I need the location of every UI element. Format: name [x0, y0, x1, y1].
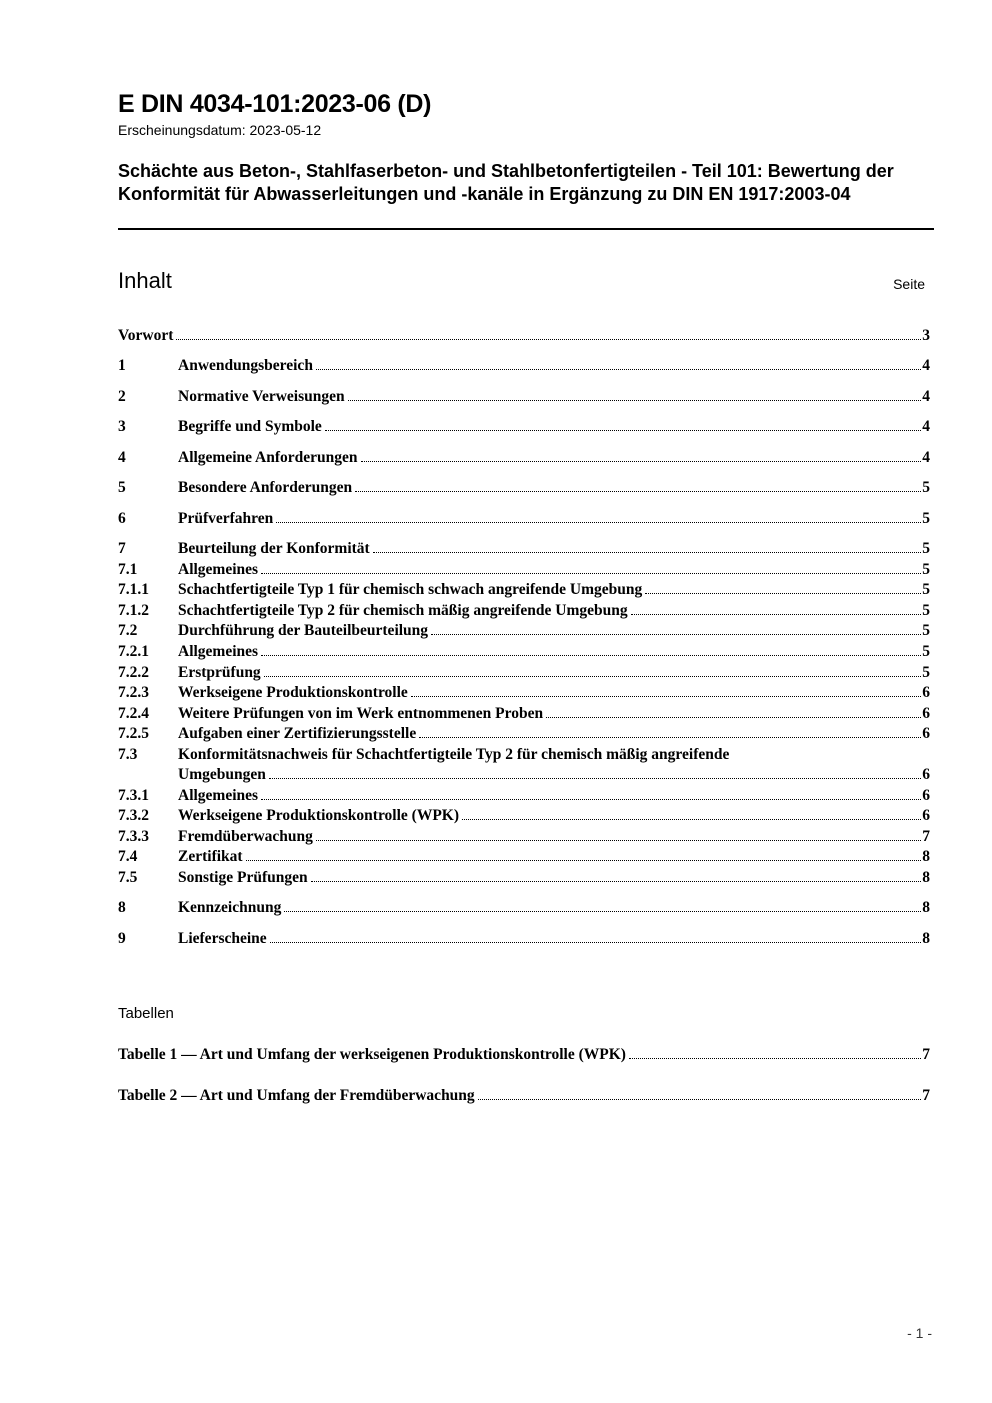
leader-dots	[270, 942, 922, 943]
toc-entry-title: Begriffe und Symbole	[178, 418, 322, 435]
page-column-label: Seite	[893, 276, 925, 292]
toc-entry-6[interactable]	[118, 509, 930, 529]
toc-entry-2[interactable]	[118, 387, 930, 407]
toc-entry-title: Aufgaben einer Zertifizierungsstelle	[178, 725, 417, 742]
toc-entry-title: Beurteilung der Konformität	[178, 540, 370, 557]
toc-entry-7-2-4[interactable]	[118, 704, 930, 724]
toc-entry-7-3[interactable]	[118, 745, 930, 785]
toc-entry-title: Allgemeines	[178, 787, 259, 804]
toc-entry-number: 7.1.2	[118, 602, 149, 619]
toc-entry-page: 4	[922, 357, 930, 374]
page-number: - 1 -	[907, 1325, 932, 1341]
leader-dots	[645, 593, 921, 594]
toc-entry-page: 5	[922, 581, 930, 598]
toc-entry-number: 7.2.3	[118, 684, 149, 701]
toc-entry-number: 7.2.5	[118, 725, 149, 742]
toc-entry-title: Erstprüfung	[178, 664, 261, 681]
toc-entry-7-5[interactable]	[118, 868, 930, 888]
leader-dots	[316, 840, 921, 841]
leader-dots	[411, 696, 921, 697]
leader-dots	[269, 778, 921, 779]
toc-entry-number: 7.3	[118, 746, 138, 763]
toc-entry-7-1[interactable]	[118, 560, 930, 580]
leader-dots	[431, 634, 921, 635]
toc-entry-7-3-3[interactable]	[118, 827, 930, 847]
leader-dots	[348, 400, 922, 401]
toc-entry-title: Lieferscheine	[178, 930, 267, 947]
table-entry-title: Tabelle 2 — Art und Umfang der Fremdüberwachung	[118, 1087, 475, 1104]
toc-entry-number: 7.3.1	[118, 787, 149, 804]
toc-entry-title: Schachtfertigteile Typ 2 für chemisch mäßig angreifende Umgebung	[178, 602, 628, 619]
toc-entry-title: Allgemeines	[178, 561, 259, 578]
toc-entry-title: Vorwort	[118, 327, 174, 344]
toc-entry-4[interactable]	[118, 448, 930, 468]
toc-entry-page: 5	[922, 664, 930, 681]
leader-dots	[284, 911, 921, 912]
leader-dots	[246, 860, 922, 861]
toc-entry-page: 8	[922, 848, 930, 865]
table-entry-2[interactable]	[118, 1086, 930, 1106]
leader-dots	[361, 461, 922, 462]
toc-entry-number: 7.1	[118, 561, 138, 578]
leader-dots	[325, 430, 921, 431]
toc-entry-number: 8	[118, 899, 126, 916]
toc-entry-number: 5	[118, 479, 126, 496]
toc-entry-title: Prüfverfahren	[178, 510, 274, 527]
leader-dots	[276, 522, 921, 523]
toc-entry-page: 6	[922, 807, 930, 824]
toc-entry-page: 5	[922, 622, 930, 639]
toc-entry-8[interactable]	[118, 898, 930, 918]
leader-dots	[462, 819, 921, 820]
toc-entry-page: 6	[922, 705, 930, 722]
toc-entry-page: 5	[922, 510, 930, 527]
toc-entry-number: 7.3.2	[118, 807, 149, 824]
toc-entry-page: 6	[922, 766, 930, 783]
toc-entry-page: 8	[922, 899, 930, 916]
toc-entry-page: 7	[922, 828, 930, 845]
toc-entry-page: 6	[922, 787, 930, 804]
leader-dots	[631, 614, 922, 615]
toc-entry-page: 5	[922, 643, 930, 660]
toc-entry-vorwort[interactable]	[118, 326, 930, 346]
toc-entry-3[interactable]	[118, 417, 930, 437]
toc-entry-title: Kennzeichnung	[178, 899, 282, 916]
toc-entry-number: 7.2.4	[118, 705, 149, 722]
table-entry-page: 7	[922, 1046, 930, 1063]
toc-entry-title: Werkseigene Produktionskontrolle	[178, 684, 408, 701]
toc-entry-title: Normative Verweisungen	[178, 388, 345, 405]
toc-entry-number: 7.2.2	[118, 664, 149, 681]
toc-entry-title: Werkseigene Produktionskontrolle (WPK)	[178, 807, 460, 824]
toc-entry-page: 6	[922, 684, 930, 701]
toc-entry-title-continued: Umgebungen	[178, 766, 266, 783]
toc-entry-number: 7.2.1	[118, 643, 149, 660]
toc-entry-number: 6	[118, 510, 126, 527]
toc-entry-title: Fremdüberwachung	[178, 828, 313, 845]
toc-entry-page: 4	[922, 449, 930, 466]
toc-entry-title: Zertifikat	[178, 848, 243, 865]
toc-entry-page: 5	[922, 561, 930, 578]
doc-id: E DIN 4034-101:2023-06 (D)	[118, 90, 432, 118]
toc-entry-title: Durchführung der Bauteilbeurteilung	[178, 622, 429, 639]
toc-entry-page: 4	[922, 418, 930, 435]
leader-dots	[311, 881, 922, 882]
toc-entry-page: 4	[922, 388, 930, 405]
toc-entry-7-3-2[interactable]	[118, 806, 930, 826]
toc-entry-title: Allgemeine Anforderungen	[178, 449, 358, 466]
leader-dots	[261, 573, 921, 574]
toc-entry-7-2-2[interactable]	[118, 663, 930, 683]
toc-entry-number: 3	[118, 418, 126, 435]
toc-entry-7-4[interactable]	[118, 847, 930, 867]
title-rule	[118, 228, 934, 230]
table-entry-1[interactable]	[118, 1045, 930, 1065]
toc-entry-7-3-1[interactable]	[118, 786, 930, 806]
leader-dots	[264, 676, 922, 677]
toc-entry-number: 7.4	[118, 848, 138, 865]
leader-dots	[373, 552, 922, 553]
toc-entry-page: 5	[922, 540, 930, 557]
document-title: Schächte aus Beton-, Stahlfaserbeton- und Stahlbetonfertigteilen - Teil 101: Bewertung der Konformität für Abwasserleitungen und -kanäle in Ergänzung zu DIN EN 1917:2003-04	[118, 161, 894, 204]
leader-dots	[419, 737, 921, 738]
leader-dots	[261, 799, 921, 800]
toc-entry-number: 7.5	[118, 869, 138, 886]
tables-heading: Tabellen	[118, 1005, 174, 1022]
leader-dots	[261, 655, 921, 656]
leader-dots	[355, 491, 921, 492]
table-entry-page: 7	[922, 1087, 930, 1104]
toc-entry-7-1-2[interactable]	[118, 601, 930, 621]
leader-dots	[629, 1058, 921, 1059]
toc-entry-number: 7	[118, 540, 126, 557]
toc-entry-title: Schachtfertigteile Typ 1 für chemisch schwach angreifende Umgebung	[178, 581, 643, 598]
toc-entry-9[interactable]	[118, 929, 930, 949]
toc-entry-number: 4	[118, 449, 126, 466]
toc-entry-7-2-3[interactable]	[118, 683, 930, 703]
toc-entry-5[interactable]	[118, 478, 930, 498]
leader-dots	[546, 717, 921, 718]
toc-entry-7-2-1[interactable]	[118, 642, 930, 662]
toc-entry-number: 1	[118, 357, 126, 374]
toc-entry-title: Sonstige Prüfungen	[178, 869, 308, 886]
toc-entry-page: 5	[922, 602, 930, 619]
toc-entry-7-2[interactable]	[118, 621, 930, 641]
toc-entry-number: 9	[118, 930, 126, 947]
leader-dots	[478, 1099, 922, 1100]
toc-entry-title: Allgemeines	[178, 643, 259, 660]
toc-entry-page: 6	[922, 725, 930, 742]
toc-entry-title: Konformitätsnachweis für Schachtfertigteile Typ 2 für chemisch mäßig angreifende	[178, 746, 730, 763]
leader-dots	[316, 369, 921, 370]
toc-entry-number: 2	[118, 388, 126, 405]
leader-dots	[176, 339, 921, 340]
toc-entry-title: Weitere Prüfungen von im Werk entnommenen Proben	[178, 705, 544, 722]
toc-entry-number: 7.3.3	[118, 828, 149, 845]
toc-entry-page: 8	[922, 869, 930, 886]
toc-entry-number: 7.1.1	[118, 581, 149, 598]
table-entry-title: Tabelle 1 — Art und Umfang der werkseigenen Produktionskontrolle (WPK)	[118, 1046, 626, 1063]
toc-entry-page: 8	[922, 930, 930, 947]
contents-heading: Inhalt	[118, 268, 172, 293]
toc-entry-title: Anwendungsbereich	[178, 357, 313, 374]
toc-entry-7[interactable]	[118, 539, 930, 559]
toc-entry-page: 3	[922, 327, 930, 344]
toc-entry-title: Besondere Anforderungen	[178, 479, 353, 496]
publication-date: Erscheinungsdatum: 2023-05-12	[118, 122, 322, 138]
toc-entry-number: 7.2	[118, 622, 138, 639]
toc-entry-1[interactable]	[118, 356, 930, 376]
toc-entry-7-2-5[interactable]	[118, 724, 930, 744]
toc-entry-7-1-1[interactable]	[118, 580, 930, 600]
toc-entry-page: 5	[922, 479, 930, 496]
